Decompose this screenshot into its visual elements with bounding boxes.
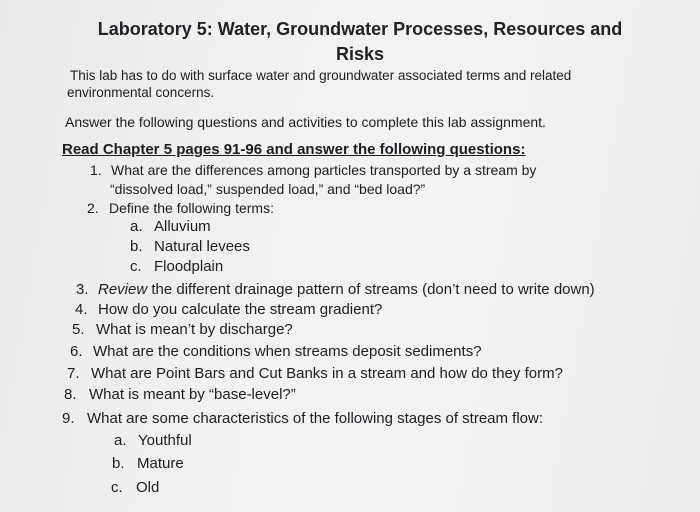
question-7 <box>67 365 563 383</box>
term-text: Floodplain <box>154 258 224 275</box>
question-4 <box>75 301 382 319</box>
question-5 <box>72 321 293 339</box>
question-number: 6. <box>70 343 83 360</box>
question-8 <box>64 386 296 404</box>
stage-letter: a. <box>114 432 127 449</box>
intro-line-1: This lab has to do with surface water and groundwater associated terms and related <box>70 68 572 83</box>
stage-b <box>112 455 184 473</box>
intro-line-2: environmental concerns. <box>67 85 215 100</box>
stage-c <box>111 479 159 497</box>
stage-a <box>114 432 192 450</box>
question-number: 3. <box>76 281 89 298</box>
question-1 <box>90 161 536 179</box>
question-2 <box>87 199 274 217</box>
term-letter: b. <box>130 238 143 255</box>
question-3 <box>76 281 595 299</box>
stage-letter: b. <box>112 455 125 472</box>
question-number: 4. <box>75 301 88 318</box>
term-text: Alluvium <box>154 218 211 235</box>
question-emphasis: Review <box>98 281 148 298</box>
question-number: 8. <box>64 386 77 403</box>
question-9 <box>62 410 543 428</box>
term-letter: a. <box>130 218 143 235</box>
question-text: What is mean’t by discharge? <box>96 321 293 338</box>
term-letter: c. <box>130 258 142 275</box>
question-text: What are the differences among particles transported by a stream by <box>111 162 537 178</box>
question-number: 9. <box>62 410 75 427</box>
term-c <box>130 258 223 276</box>
page-title: Laboratory 5: Water, Groundwater Processes, Resources and <box>97 19 623 39</box>
question-text: the different drainage pattern of streams (don’t need to write down) <box>147 281 595 298</box>
term-text: Natural levees <box>154 238 250 255</box>
question-6 <box>70 343 482 361</box>
question-number: 1. <box>90 162 102 178</box>
question-text: Define the following terms: <box>109 200 274 216</box>
question-text: What are some characteristics of the following stages of stream flow: <box>87 410 544 427</box>
reading-heading: Read Chapter 5 pages 91-96 and answer the following questions: <box>62 141 526 158</box>
question-1-continued: “dissolved load,” suspended load,” and “bed load?” <box>110 181 426 197</box>
page-title-continued: Risks <box>335 44 385 64</box>
question-text: What are Point Bars and Cut Banks in a stream and how do they form? <box>91 365 563 382</box>
stage-text: Mature <box>137 455 184 472</box>
instructions: Answer the following questions and activities to complete this lab assignment. <box>65 114 546 130</box>
question-number: 5. <box>72 321 85 338</box>
question-text: How do you calculate the stream gradient? <box>98 301 383 318</box>
term-a <box>130 218 211 236</box>
stage-text: Youthful <box>138 432 192 449</box>
stage-letter: c. <box>111 479 123 496</box>
stage-text: Old <box>136 479 160 496</box>
question-text: What are the conditions when streams deposit sediments? <box>93 343 482 360</box>
question-number: 2. <box>87 200 99 216</box>
question-text: What is meant by “base-level?” <box>89 386 296 403</box>
question-number: 7. <box>67 365 80 382</box>
term-b <box>130 238 250 256</box>
